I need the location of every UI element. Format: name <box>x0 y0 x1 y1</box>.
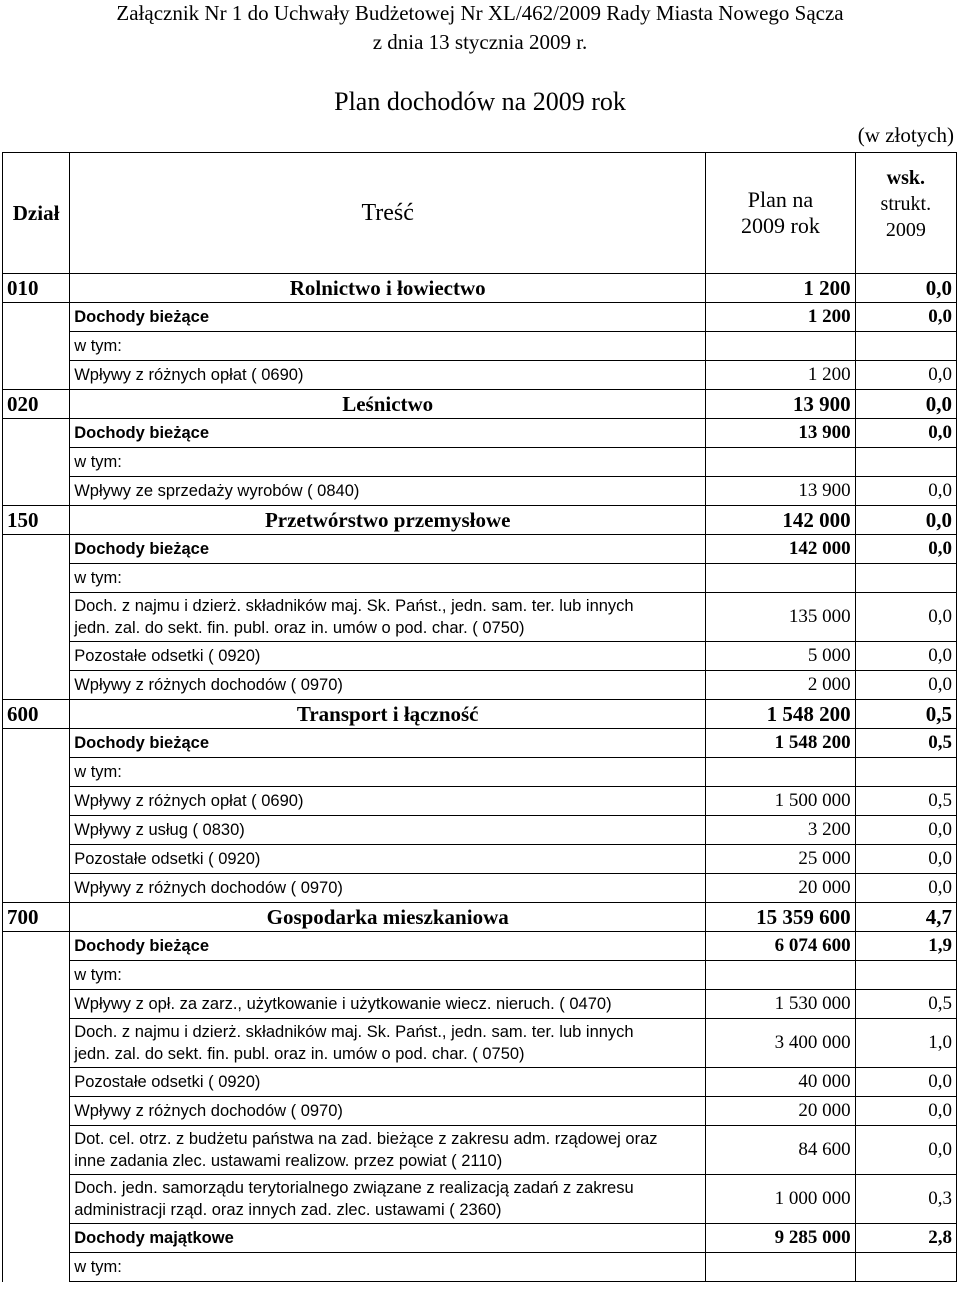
row-label <box>70 1126 706 1175</box>
dzial-code-empty <box>3 1224 70 1253</box>
wsk-value: 0,0 <box>855 361 956 390</box>
row-label <box>70 1175 706 1224</box>
plan-value: 15 359 600 <box>706 903 855 932</box>
dzial-code-empty <box>3 758 70 787</box>
row-label-line2: jedn. zal. do sekt. fin. publ. oraz in. umów o pod. char. ( 0750) <box>74 1045 525 1063</box>
dzial-code-empty <box>3 477 70 506</box>
wsk-value: 0,0 <box>855 642 956 671</box>
row-label: w tym: <box>70 758 706 787</box>
table-row <box>3 729 957 758</box>
plan-value-empty <box>706 1253 855 1282</box>
plan-value: 2 000 <box>706 671 855 700</box>
row-label: Dochody majątkowe <box>70 1224 706 1253</box>
table-row <box>3 1175 957 1224</box>
table-row <box>3 1097 957 1126</box>
wsk-value: 0,0 <box>855 535 956 564</box>
table-row <box>3 419 957 448</box>
wsk-value-empty <box>855 448 956 477</box>
dzial-code-empty <box>3 787 70 816</box>
row-label-line1: Doch. jedn. samorządu terytorialnego związane z realizacją zadań z zakresu <box>74 1179 634 1197</box>
dzial-code-empty <box>3 961 70 990</box>
wsk-value-empty <box>855 1253 956 1282</box>
row-label: Wpływy z różnych dochodów ( 0970) <box>70 1097 706 1126</box>
wsk-value: 0,0 <box>855 845 956 874</box>
dzial-code: 150 <box>3 506 70 535</box>
row-label: w tym: <box>70 448 706 477</box>
plan-value: 6 074 600 <box>706 932 855 961</box>
row-label-line1: Doch. z najmu i dzierż. składników maj. Sk. Państ., jedn. sam. ter. lub innych <box>74 597 634 615</box>
dzial-code-empty <box>3 816 70 845</box>
row-label: Wpływy z usług ( 0830) <box>70 816 706 845</box>
plan-value-empty <box>706 564 855 593</box>
row-label: w tym: <box>70 564 706 593</box>
dzial-code-empty <box>3 642 70 671</box>
dzial-name: Rolnictwo i łowiectwo <box>70 274 706 303</box>
plan-value: 25 000 <box>706 845 855 874</box>
dzial-code-empty <box>3 535 70 564</box>
row-label: Dochody bieżące <box>70 419 706 448</box>
wsk-value: 0,0 <box>855 274 956 303</box>
plan-value-empty <box>706 448 855 477</box>
header-wsk <box>855 153 956 274</box>
row-label: Wpływy z różnych dochodów ( 0970) <box>70 874 706 903</box>
wsk-value: 4,7 <box>855 903 956 932</box>
plan-value: 13 900 <box>706 477 855 506</box>
wsk-value: 1,0 <box>855 1019 956 1068</box>
table-row <box>3 961 957 990</box>
row-label <box>70 1019 706 1068</box>
row-label: Dochody bieżące <box>70 729 706 758</box>
table-row <box>3 1019 957 1068</box>
row-label: Pozostałe odsetki ( 0920) <box>70 845 706 874</box>
wsk-value-empty <box>855 961 956 990</box>
dzial-code-empty <box>3 1097 70 1126</box>
dzial-code: 010 <box>3 274 70 303</box>
wsk-value: 0,0 <box>855 303 956 332</box>
plan-value-empty <box>706 758 855 787</box>
table-row <box>3 932 957 961</box>
wsk-value: 0,0 <box>855 1068 956 1097</box>
dzial-code-empty <box>3 361 70 390</box>
dzial-code-empty <box>3 1253 70 1282</box>
wsk-value: 0,5 <box>855 700 956 729</box>
table-row <box>3 332 957 361</box>
row-label-line1: Doch. z najmu i dzierż. składników maj. Sk. Państ., jedn. sam. ter. lub innych <box>74 1023 634 1041</box>
wsk-value: 0,0 <box>855 671 956 700</box>
wsk-value: 0,0 <box>855 477 956 506</box>
wsk-value: 1,9 <box>855 932 956 961</box>
wsk-value: 2,8 <box>855 1224 956 1253</box>
header-wsk-line1: wsk. <box>886 167 925 189</box>
table-header-row <box>3 153 957 274</box>
dzial-code: 700 <box>3 903 70 932</box>
plan-value: 40 000 <box>706 1068 855 1097</box>
dzial-code-empty <box>3 1068 70 1097</box>
row-label: Dochody bieżące <box>70 932 706 961</box>
wsk-value-empty <box>855 758 956 787</box>
plan-value: 9 285 000 <box>706 1224 855 1253</box>
plan-value: 3 400 000 <box>706 1019 855 1068</box>
revenue-plan-table <box>2 152 957 1282</box>
table-row <box>3 390 957 419</box>
dzial-code-empty <box>3 419 70 448</box>
dzial-name: Gospodarka mieszkaniowa <box>70 903 706 932</box>
row-label-line2: administracji rząd. oraz innych zad. zlec. ustawami ( 2360) <box>74 1201 502 1219</box>
row-label: Dochody bieżące <box>70 303 706 332</box>
dzial-code-empty <box>3 448 70 477</box>
dzial-code-empty <box>3 932 70 961</box>
table-row <box>3 671 957 700</box>
plan-value-empty <box>706 332 855 361</box>
header-dzial: Dział <box>3 153 70 274</box>
dzial-code-empty <box>3 671 70 700</box>
table-row <box>3 535 957 564</box>
table-row <box>3 1253 957 1282</box>
table-row <box>3 448 957 477</box>
dzial-code-empty <box>3 1019 70 1068</box>
dzial-code-empty <box>3 1126 70 1175</box>
table-row <box>3 758 957 787</box>
table-row <box>3 642 957 671</box>
dzial-code: 020 <box>3 390 70 419</box>
wsk-value: 0,0 <box>855 593 956 642</box>
wsk-value: 0,0 <box>855 874 956 903</box>
table-row <box>3 787 957 816</box>
plan-value: 1 000 000 <box>706 1175 855 1224</box>
plan-value: 20 000 <box>706 1097 855 1126</box>
plan-value: 1 548 200 <box>706 729 855 758</box>
plan-value: 135 000 <box>706 593 855 642</box>
table-row <box>3 303 957 332</box>
row-label: w tym: <box>70 332 706 361</box>
row-label: Pozostałe odsetki ( 0920) <box>70 1068 706 1097</box>
table-row <box>3 990 957 1019</box>
plan-value: 13 900 <box>706 390 855 419</box>
wsk-value: 0,5 <box>855 787 956 816</box>
row-label: Dochody bieżące <box>70 535 706 564</box>
table-row <box>3 564 957 593</box>
row-label: Wpływy z opł. za zarz., użytkowanie i użytkowanie wiecz. nieruch. ( 0470) <box>70 990 706 1019</box>
wsk-value: 0,5 <box>855 990 956 1019</box>
plan-value: 1 200 <box>706 303 855 332</box>
row-label: Wpływy z różnych dochodów ( 0970) <box>70 671 706 700</box>
plan-value: 13 900 <box>706 419 855 448</box>
table-row <box>3 593 957 642</box>
header-plan-line2: 2009 rok <box>741 213 820 238</box>
document-heading-line1: Załącznik Nr 1 do Uchwały Budżetowej Nr XL/462/2009 Rady Miasta Nowego Sącza <box>116 1 844 25</box>
table-row <box>3 816 957 845</box>
row-label: Wpływy z różnych opłat ( 0690) <box>70 361 706 390</box>
table-row <box>3 1068 957 1097</box>
dzial-name: Transport i łączność <box>70 700 706 729</box>
row-label: Wpływy ze sprzedaży wyrobów ( 0840) <box>70 477 706 506</box>
row-label-line1: Dot. cel. otrz. z budżetu państwa na zad. bieżące z zakresu adm. rządowej oraz <box>74 1130 658 1148</box>
plan-value: 142 000 <box>706 535 855 564</box>
row-label-line2: inne zadania zlec. ustawami realizow. przez powiat ( 2110) <box>74 1152 503 1170</box>
plan-value: 1 200 <box>706 274 855 303</box>
plan-value: 84 600 <box>706 1126 855 1175</box>
row-label: Pozostałe odsetki ( 0920) <box>70 642 706 671</box>
dzial-code-empty <box>3 1175 70 1224</box>
dzial-code-empty <box>3 303 70 332</box>
row-label: w tym: <box>70 1253 706 1282</box>
document-heading-line2: z dnia 13 stycznia 2009 r. <box>372 30 588 54</box>
wsk-value: 0,0 <box>855 1097 956 1126</box>
table-row <box>3 1224 957 1253</box>
table-row <box>3 1126 957 1175</box>
table-row <box>3 506 957 535</box>
wsk-value: 0,0 <box>855 419 956 448</box>
header-wsk-line3: 2009 <box>885 219 926 241</box>
wsk-value: 0,0 <box>855 390 956 419</box>
wsk-value: 0,3 <box>855 1175 956 1224</box>
row-label-line2: jedn. zal. do sekt. fin. publ. oraz in. umów o pod. char. ( 0750) <box>74 619 525 637</box>
wsk-value: 0,0 <box>855 506 956 535</box>
row-label: Wpływy z różnych opłat ( 0690) <box>70 787 706 816</box>
table-row <box>3 903 957 932</box>
dzial-code-empty <box>3 874 70 903</box>
row-label: w tym: <box>70 961 706 990</box>
row-label <box>70 593 706 642</box>
plan-value: 1 530 000 <box>706 990 855 1019</box>
plan-value-empty <box>706 961 855 990</box>
table-row <box>3 274 957 303</box>
dzial-code-empty <box>3 332 70 361</box>
plan-value: 142 000 <box>706 506 855 535</box>
unit-label: (w złotych) <box>857 123 954 147</box>
dzial-name: Przetwórstwo przemysłowe <box>70 506 706 535</box>
page-title: Plan dochodów na 2009 rok <box>334 87 626 116</box>
header-plan-line1: Plan na <box>747 187 814 212</box>
wsk-value: 0,0 <box>855 1126 956 1175</box>
wsk-value-empty <box>855 564 956 593</box>
dzial-code: 600 <box>3 700 70 729</box>
table-row <box>3 845 957 874</box>
table-row <box>3 874 957 903</box>
dzial-code-empty <box>3 564 70 593</box>
plan-value: 5 000 <box>706 642 855 671</box>
wsk-value-empty <box>855 332 956 361</box>
dzial-code-empty <box>3 729 70 758</box>
plan-value: 1 500 000 <box>706 787 855 816</box>
header-tresc: Treść <box>70 153 706 274</box>
plan-value: 1 200 <box>706 361 855 390</box>
dzial-code-empty <box>3 845 70 874</box>
table-row <box>3 700 957 729</box>
plan-value: 20 000 <box>706 874 855 903</box>
wsk-value: 0,0 <box>855 816 956 845</box>
table-row <box>3 361 957 390</box>
header-plan <box>706 153 855 274</box>
dzial-code-empty <box>3 593 70 642</box>
plan-value: 3 200 <box>706 816 855 845</box>
header-wsk-line2: strukt. <box>880 193 932 215</box>
wsk-value: 0,5 <box>855 729 956 758</box>
plan-value: 1 548 200 <box>706 700 855 729</box>
table-row <box>3 477 957 506</box>
dzial-code-empty <box>3 990 70 1019</box>
dzial-name: Leśnictwo <box>70 390 706 419</box>
